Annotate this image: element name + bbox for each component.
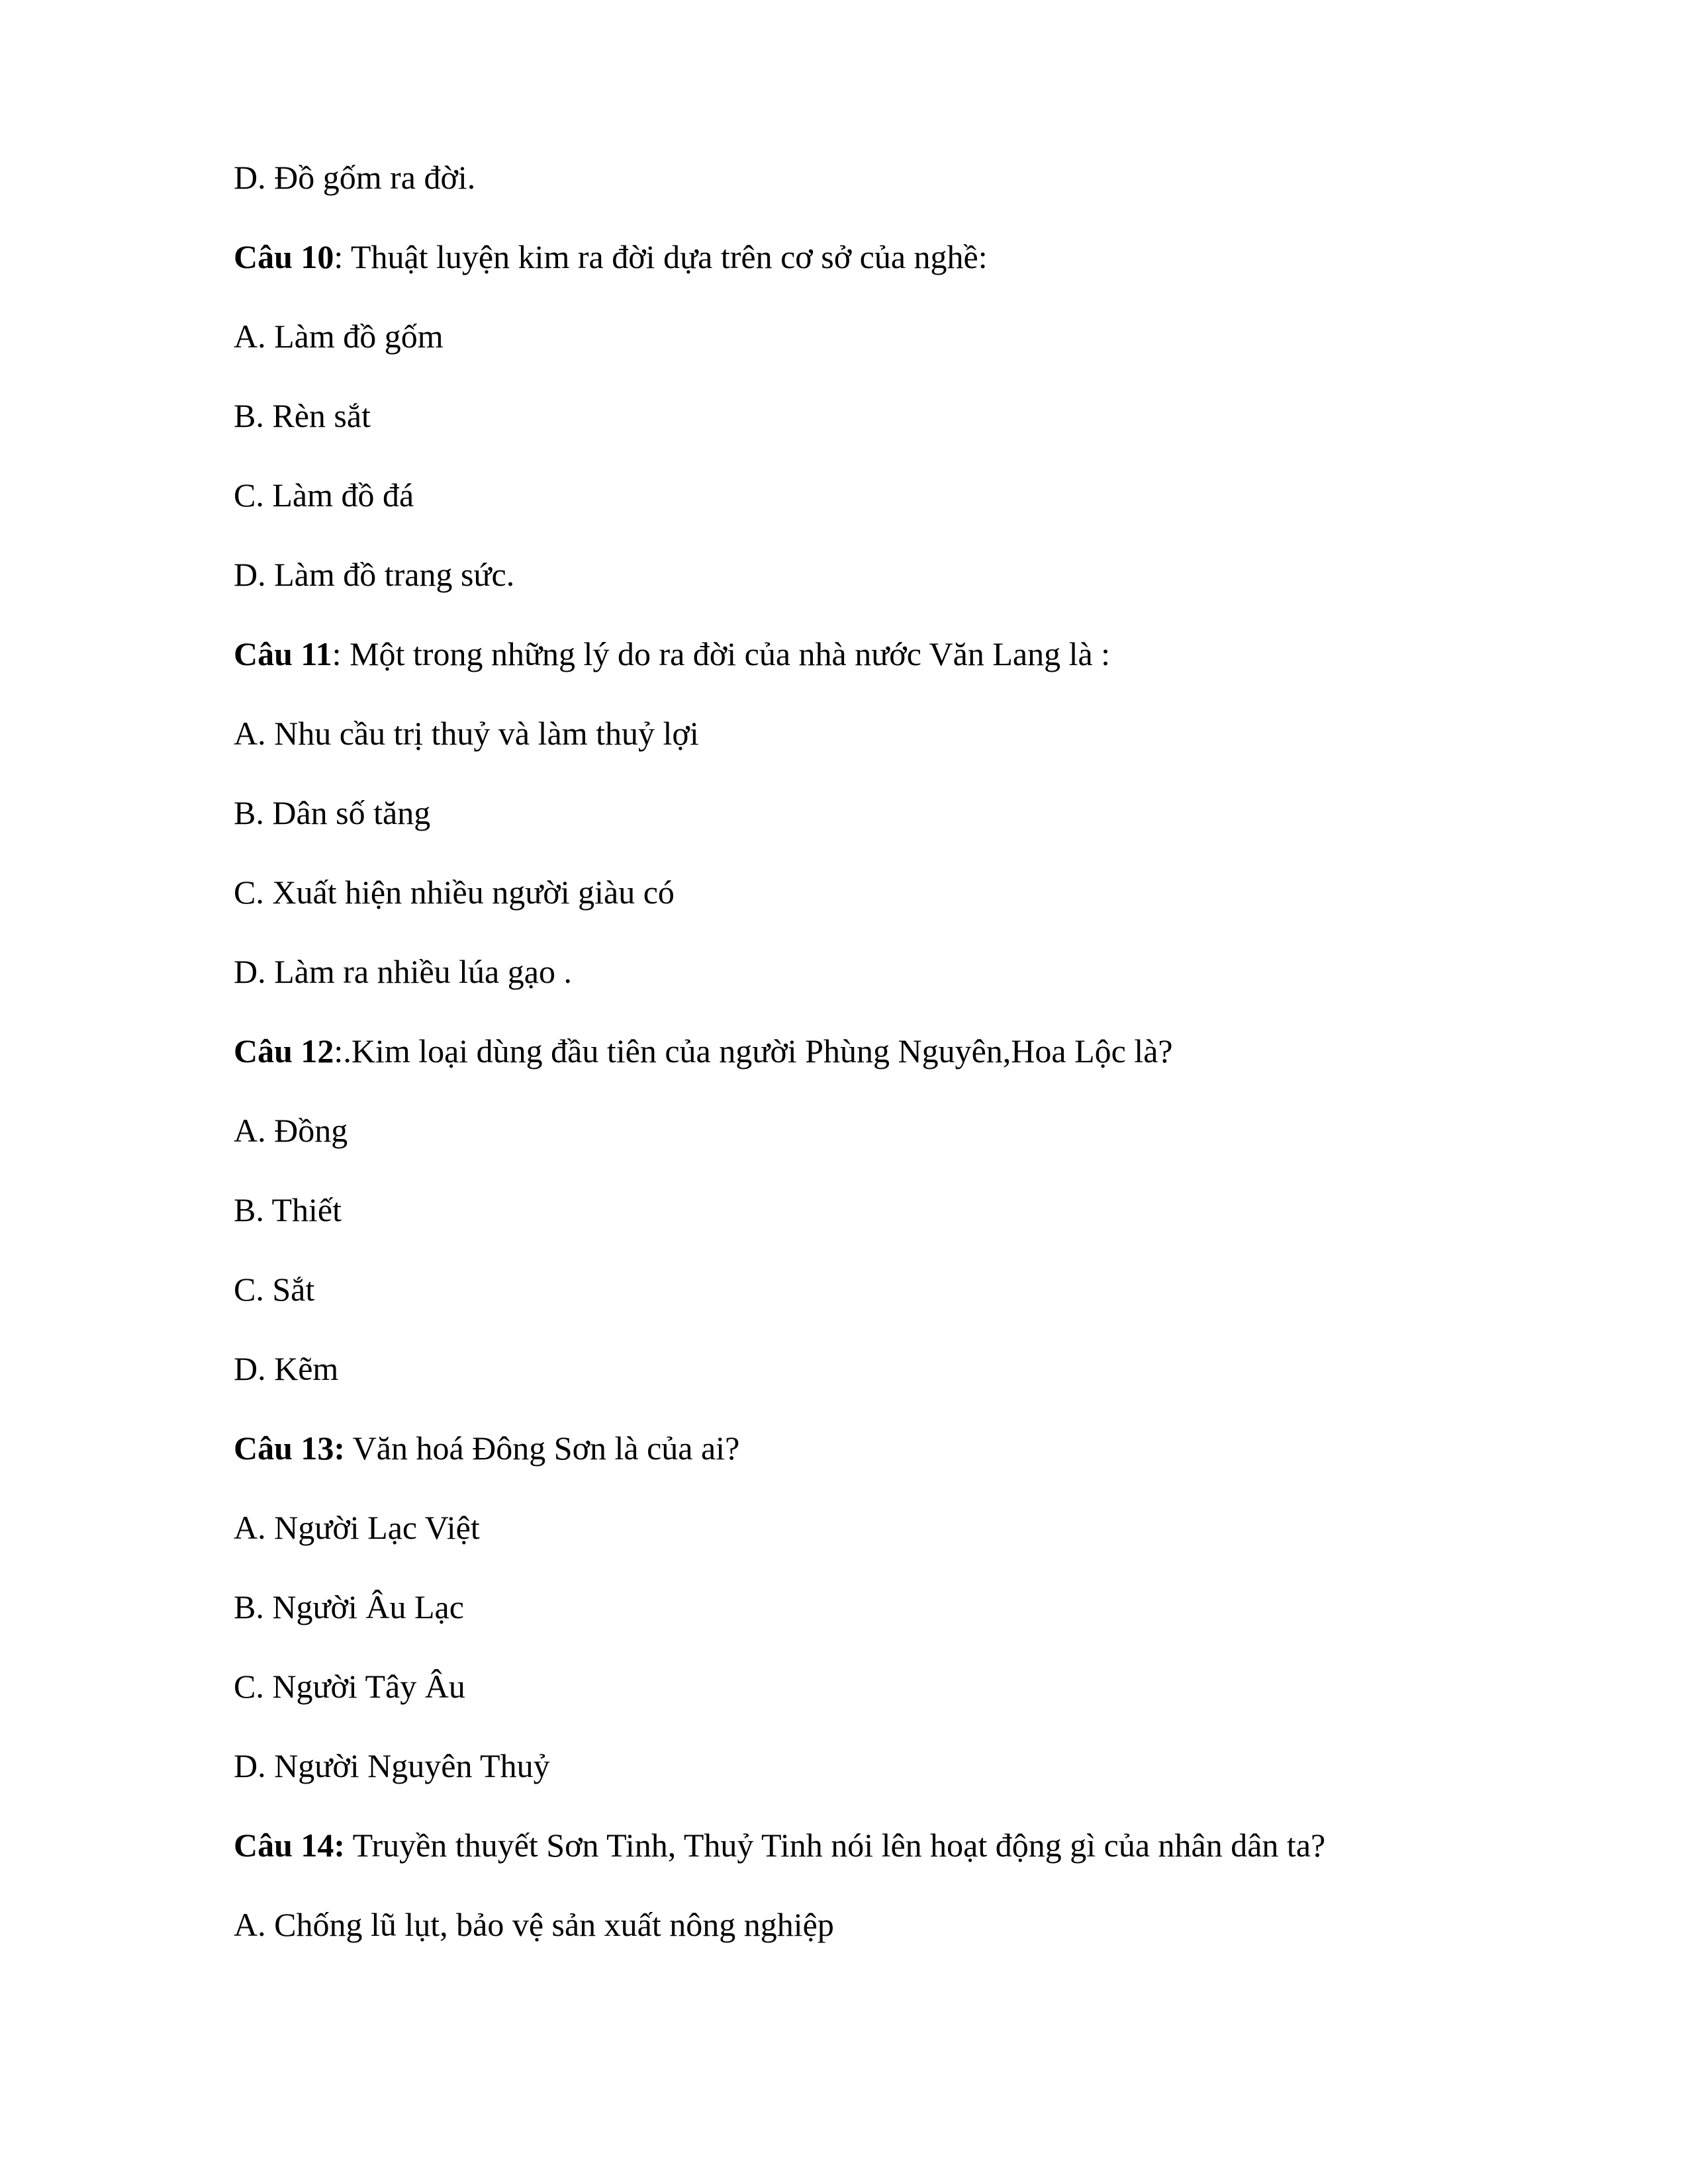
option-10c [234,475,414,515]
option-12d [234,1349,338,1388]
question-text: : Một trong những lý do ra đời của nhà nước Văn Lang là : [332,635,1111,672]
option-text: D. Làm đồ trang sức. [234,556,515,593]
option-text: D. Kẽm [234,1350,339,1387]
option-text: D. Đồ gốm ra đời. [234,159,476,196]
option-12b [234,1190,342,1230]
option-13a [234,1508,480,1547]
option-12a [234,1111,348,1150]
option-text: A. Người Lạc Việt [234,1509,480,1546]
question-text: Truyền thuyết Sơn Tinh, Thuỷ Tinh nói lên hoạt động gì của nhân dân ta? [345,1827,1326,1864]
option-text: B. Thiết [234,1191,342,1228]
question-14 [234,1825,1325,1865]
option-13d [234,1746,550,1786]
question-10 [234,237,988,277]
question-12 [234,1031,1173,1071]
option-13c [234,1666,465,1706]
option-12c [234,1269,314,1309]
option-10b [234,396,371,435]
question-text: :.Kim loại dùng đầu tiên của người Phùng Nguyên,Hoa Lộc là? [334,1032,1173,1069]
option-13b [234,1587,464,1627]
option-text: B. Dân số tăng [234,794,431,831]
option-text: A. Đồng [234,1112,348,1149]
option-11b [234,793,430,833]
option-text: D. Làm ra nhiều lúa gạo . [234,953,572,990]
option-text: A. Làm đồ gốm [234,318,444,355]
option-14a [234,1905,834,1944]
option-10d [234,555,514,594]
option-text: B. Rèn sắt [234,397,371,434]
question-11 [234,634,1110,674]
question-label: Câu 12 [234,1032,334,1069]
option-text: B. Người Âu Lạc [234,1588,464,1625]
option-text: D. Người Nguyên Thuỷ [234,1747,550,1784]
option-11d [234,952,572,991]
option-text: C. Sắt [234,1271,315,1308]
question-13 [234,1428,739,1468]
option-text: C. Người Tây Âu [234,1668,465,1705]
option-text: A. Chống lũ lụt, bảo vệ sản xuất nông nghiệp [234,1906,834,1943]
option-text: C. Làm đồ đá [234,477,414,514]
option-11a [234,713,699,753]
option-9d [234,158,475,197]
question-label: Câu 11 [234,635,332,672]
option-11c [234,872,675,912]
option-text: C. Xuất hiện nhiều người giàu có [234,874,675,911]
option-10a [234,316,444,356]
question-text: Văn hoá Đông Sơn là của ai? [345,1430,740,1467]
question-label: Câu 10 [234,238,334,275]
question-label: Câu 13: [234,1430,346,1467]
question-text: : Thuật luyện kim ra đời dựa trên cơ sở của nghề: [334,238,988,275]
option-text: A. Nhu cầu trị thuỷ và làm thuỷ lợi [234,715,699,752]
question-label: Câu 14: [234,1827,346,1864]
